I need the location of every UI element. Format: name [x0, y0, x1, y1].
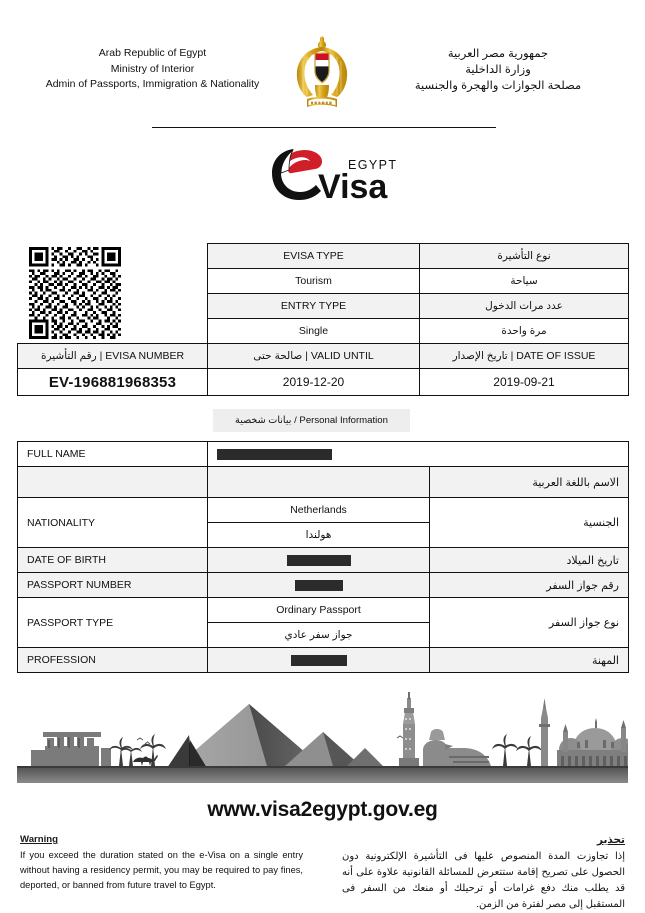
- valid-until-header: صالحة حتى | VALID UNTIL: [208, 344, 420, 369]
- table-row: [18, 598, 629, 623]
- header-divider: [152, 127, 496, 128]
- entry-type-value-ar: مرة واحدة: [420, 319, 629, 344]
- profession-label-ar: المهنة: [430, 648, 629, 673]
- header-ar-line-1: جمهورية مصر العربية: [447, 48, 549, 60]
- passport-type-value-en: Ordinary Passport: [208, 598, 430, 623]
- name-arabic-spacer: [18, 467, 208, 498]
- header-arabic-block: [373, 46, 623, 94]
- nationality-label: NATIONALITY: [18, 498, 208, 548]
- table-row: [18, 498, 629, 523]
- name-arabic-label: الاسم باللغة العربية: [430, 467, 629, 498]
- evisa-type-label-en: EVISA TYPE: [208, 244, 420, 269]
- evisa-logo: [262, 143, 397, 205]
- date-of-issue-header: تاريخ الإصدار | DATE OF ISSUE: [420, 344, 629, 369]
- nationality-value-ar: هولندا: [208, 523, 430, 548]
- personal-information-band: بيانات شخصية / Personal Information: [213, 409, 410, 432]
- date-of-birth-value: [208, 548, 430, 573]
- document-header: [0, 38, 645, 110]
- full-name-value: [208, 442, 629, 467]
- date-of-birth-label: DATE OF BIRTH: [18, 548, 208, 573]
- warning-title-en: Warning: [20, 834, 59, 845]
- table-row: [18, 573, 629, 598]
- warning-body-en: If you exceed the duration stated on the e-Visa on a single entry without having a residency permit, you may be required to pay fines, deported, or banned from future travel to Egypt.: [20, 850, 303, 890]
- header-en-line-3: Admin of Passports, Immigration & Nationality: [45, 78, 260, 90]
- evisa-type-value-en: Tourism: [208, 269, 420, 294]
- table-row: [18, 244, 629, 269]
- passport-number-label: PASSPORT NUMBER: [18, 573, 208, 598]
- date-of-issue-value: 2019-09-21: [420, 369, 629, 396]
- redaction-bar: [295, 580, 343, 591]
- svg-text:Visa: Visa: [318, 168, 388, 205]
- eagle-of-saladin-icon: [293, 35, 351, 115]
- header-ar-line-2: وزارة الداخلية: [465, 64, 531, 76]
- entry-type-label-ar: عدد مرات الدخول: [420, 294, 629, 319]
- nationality-label-ar: الجنسية: [430, 498, 629, 548]
- table-row: [18, 344, 629, 369]
- website-url[interactable]: www.visa2egypt.gov.eg: [207, 798, 438, 821]
- profession-value: [208, 648, 430, 673]
- qr-code: [29, 247, 121, 339]
- warning-title-ar: تحذير: [596, 834, 625, 846]
- name-arabic-value: [208, 467, 430, 498]
- redaction-bar: [291, 655, 347, 666]
- passport-type-label-ar: نوع جواز السفر: [430, 598, 629, 648]
- entry-type-value-en: Single: [208, 319, 420, 344]
- warning-body-ar: إذا تجاوزت المدة المنصوص عليها فى التأشيرة الإلكترونية دون الحصول على تصريح إقامة ستتعرض للمسائلة القانونية علاوة على أنه قد يطلب منك دفع غرامات أو ترحيلك أو منعك من السفر فى المستقبل إلى مصر لفترة من الزمن.: [342, 851, 625, 910]
- passport-type-value-ar: جواز سفر عادي: [208, 623, 430, 648]
- qr-code-cell: [18, 244, 208, 344]
- svg-text:EGYPT: EGYPT: [348, 158, 397, 172]
- profession-label: PROFESSION: [18, 648, 208, 673]
- valid-until-value: 2019-12-20: [208, 369, 420, 396]
- nationality-value-en: Netherlands: [208, 498, 430, 523]
- passport-number-label-ar: رقم جواز السفر: [430, 573, 629, 598]
- table-row: [18, 467, 629, 498]
- header-ar-line-3: مصلحة الجوازات والهجرة والجنسية: [414, 80, 582, 92]
- header-en-line-2: Ministry of Interior: [110, 62, 195, 75]
- table-row: [18, 548, 629, 573]
- table-row: [18, 369, 629, 396]
- table-row: [18, 648, 629, 673]
- entry-type-label-en: ENTRY TYPE: [208, 294, 420, 319]
- egypt-landmarks-skyline: [17, 688, 628, 783]
- header-en-line-1: Arab Republic of Egypt: [98, 47, 207, 59]
- passport-number-value: [208, 573, 430, 598]
- redaction-bar: [287, 555, 351, 566]
- table-row: [18, 442, 629, 467]
- evisa-type-value-ar: سياحة: [420, 269, 629, 294]
- passport-type-label: PASSPORT TYPE: [18, 598, 208, 648]
- date-of-birth-label-ar: تاريخ الميلاد: [430, 548, 629, 573]
- evisa-number-value: EV-196881968353: [18, 369, 208, 396]
- warning-arabic: [342, 834, 625, 913]
- redaction-bar: [217, 449, 332, 460]
- header-english-block: [20, 46, 285, 93]
- visa-details-table: [17, 243, 629, 396]
- evisa-type-label-ar: نوع التأشيرة: [420, 244, 629, 269]
- evisa-number-header: رقم التأشيرة | EVISA NUMBER: [18, 344, 208, 369]
- personal-information-table: [17, 441, 629, 673]
- full-name-label: FULL NAME: [18, 442, 208, 467]
- warning-english: [20, 834, 303, 893]
